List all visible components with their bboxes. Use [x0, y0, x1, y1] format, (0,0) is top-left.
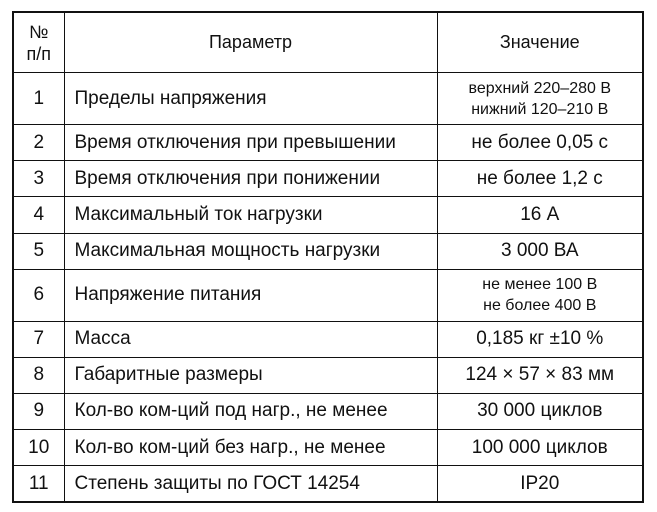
table-row	[14, 73, 642, 125]
header-parameter: Параметр	[64, 13, 437, 73]
row-parameter: Время отключения при понижении	[64, 161, 437, 197]
table-row	[14, 393, 642, 429]
row-value: 30 000 циклов	[437, 393, 642, 429]
row-value: 3 000 ВА	[437, 233, 642, 269]
spec-table	[14, 13, 642, 501]
row-number: 8	[14, 357, 64, 393]
row-parameter: Максимальная мощность нагрузки	[64, 233, 437, 269]
row-value-line2: не более 400 В	[483, 297, 597, 315]
row-number: 1	[14, 73, 64, 125]
row-parameter: Габаритные размеры	[64, 357, 437, 393]
row-number: 5	[14, 233, 64, 269]
row-value	[437, 73, 642, 125]
table-row	[14, 269, 642, 321]
row-parameter: Масса	[64, 321, 437, 357]
row-value: не более 1,2 с	[437, 161, 642, 197]
row-value: 100 000 циклов	[437, 430, 642, 466]
header-value: Значение	[437, 13, 642, 73]
row-number: 6	[14, 269, 64, 321]
row-number: 4	[14, 197, 64, 233]
table-row	[14, 125, 642, 161]
row-parameter: Напряжение питания	[64, 269, 437, 321]
row-value: 0,185 кг ±10 %	[437, 321, 642, 357]
row-parameter: Кол-во ком-ций без нагр., не менее	[64, 430, 437, 466]
header-number-line2: п/п	[26, 43, 51, 64]
row-number: 10	[14, 430, 64, 466]
row-number: 9	[14, 393, 64, 429]
table-row	[14, 161, 642, 197]
row-number: 7	[14, 321, 64, 357]
row-parameter: Степень защиты по ГОСТ 14254	[64, 466, 437, 501]
table-row	[14, 197, 642, 233]
table-row	[14, 466, 642, 501]
row-value: IP20	[437, 466, 642, 501]
table-row	[14, 357, 642, 393]
table-row	[14, 233, 642, 269]
row-parameter: Пределы напряжения	[64, 73, 437, 125]
row-value-line1: верхний 220–280 В	[468, 79, 611, 97]
header-number-line1: №	[29, 21, 49, 42]
row-value-line2: нижний 120–210 В	[471, 100, 609, 118]
header-number	[14, 13, 64, 73]
row-number: 2	[14, 125, 64, 161]
row-value-line1: не менее 100 В	[482, 276, 598, 294]
spec-table-frame	[12, 11, 644, 503]
row-parameter: Максимальный ток нагрузки	[64, 197, 437, 233]
row-value: 124 × 57 × 83 мм	[437, 357, 642, 393]
row-value: 16 А	[437, 197, 642, 233]
row-number: 11	[14, 466, 64, 501]
table-header-row	[14, 13, 642, 73]
row-value: не более 0,05 с	[437, 125, 642, 161]
row-value	[437, 269, 642, 321]
row-number: 3	[14, 161, 64, 197]
row-parameter: Время отключения при превышении	[64, 125, 437, 161]
row-parameter: Кол-во ком-ций под нагр., не менее	[64, 393, 437, 429]
table-row	[14, 430, 642, 466]
table-row	[14, 321, 642, 357]
